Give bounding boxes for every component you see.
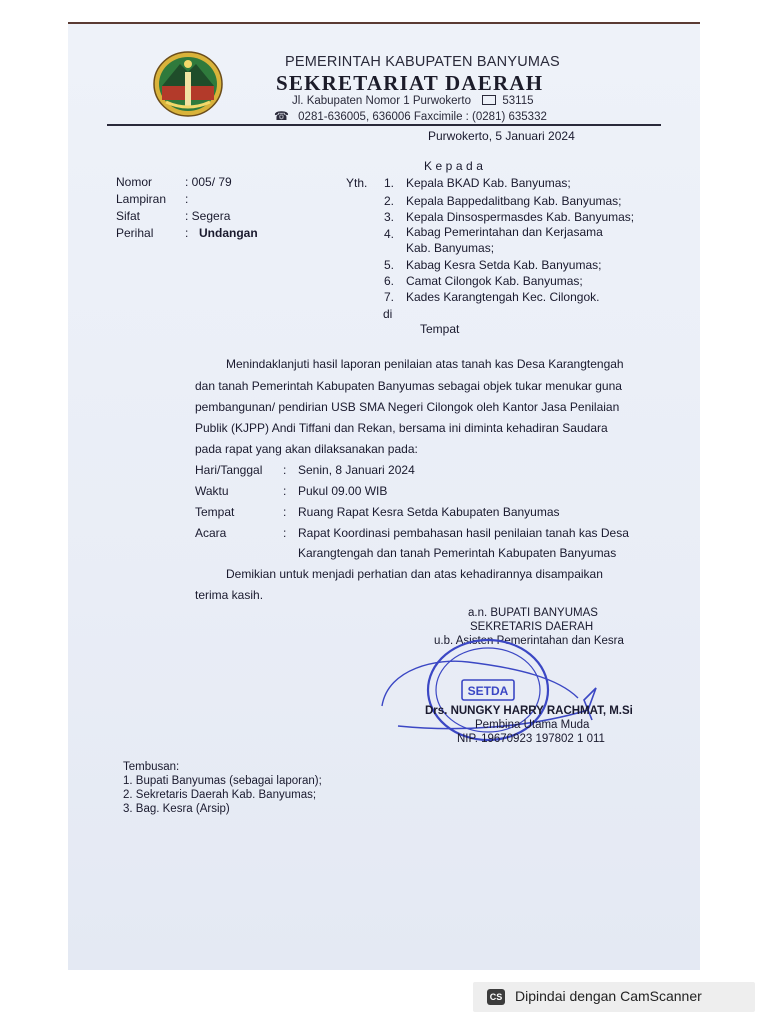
- kepada-heading: Kepada: [424, 159, 487, 173]
- schedule-label: Waktu: [195, 484, 229, 498]
- letter-date: Purwokerto, 5 Januari 2024: [428, 129, 575, 143]
- recipient-text: Kab. Banyumas;: [406, 241, 495, 255]
- recipient-number: 4.: [383, 227, 394, 241]
- closing-line: terima kasih.: [195, 588, 264, 602]
- body-line: Menindaklanjuti hasil laporan penilaian atas tanah kas Desa Karangtengah: [226, 357, 624, 371]
- recipient-text: Kades Karangtengah Kec. Cilongok.: [406, 290, 600, 304]
- stamp-text: SETDA: [467, 684, 509, 698]
- schedule-value: Senin, 8 Januari 2024: [298, 463, 415, 477]
- recipient-number: 6.: [383, 274, 394, 288]
- perihal-value: Undangan: [199, 226, 258, 240]
- body-line: Publik (KJPP) Andi Tiffani dan Rekan, bersama ini diminta kehadiran Saudara: [195, 421, 608, 435]
- perihal-separator: :: [185, 226, 189, 240]
- signatory-name: Drs. NUNGKY HARRY RACHMAT, M.Si: [425, 705, 633, 717]
- schedule-value: Ruang Rapat Kesra Setda Kabupaten Banyumas: [298, 505, 560, 519]
- sifat-label: Sifat: [116, 209, 141, 223]
- signature-line: u.b. Asisten Pemerintahan dan Kesra: [434, 635, 624, 647]
- schedule-label: Acara: [195, 526, 227, 540]
- signatory-rank: Pembina Utama Muda: [475, 719, 590, 731]
- phone-fax-text: 0281-636005, 636006 Faxcimile : (0281) 635332: [298, 111, 547, 123]
- schedule-value: Karangtengah dan tanah Pemerintah Kabupaten Banyumas: [298, 546, 617, 560]
- perihal-label: Perihal: [116, 226, 154, 240]
- schedule-colon: :: [283, 484, 287, 498]
- schedule-label: Tempat: [195, 505, 235, 519]
- di-label: di: [383, 307, 393, 321]
- camscanner-text: Dipindai dengan CamScanner: [515, 988, 702, 1004]
- lampiran-label: Lampiran: [116, 192, 167, 206]
- lampiran-value: :: [185, 192, 189, 206]
- schedule-colon: :: [283, 526, 287, 540]
- body-line: pada rapat yang akan dilaksanakan pada:: [195, 442, 418, 456]
- recipient-number: 1.: [383, 176, 394, 190]
- recipient-text: Kepala Bappedalitbang Kab. Banyumas;: [406, 194, 622, 208]
- address-line: [292, 95, 534, 107]
- recipient-number: 7.: [383, 290, 394, 304]
- recipient-number: 5.: [383, 258, 394, 272]
- tembusan-title: Tembusan:: [123, 761, 180, 773]
- schedule-colon: :: [283, 463, 287, 477]
- camscanner-watermark: [473, 982, 755, 1012]
- tembusan-item: 3. Bag. Kesra (Arsip): [123, 803, 230, 815]
- body-line: pembangunan/ pendirian USB SMA Negeri Cilongok oleh Kantor Jasa Penilaian: [195, 400, 620, 414]
- tembusan-item: 2. Sekretaris Daerah Kab. Banyumas;: [123, 789, 317, 801]
- body-line: dan tanah Pemerintah Kabupaten Banyumas sebagai objek tukar menukar guna: [195, 379, 622, 393]
- recipient-text: Kepala Dinsospermasdes Kab. Banyumas;: [406, 210, 635, 224]
- signatory-nip: NIP. 19670923 197802 1 011: [457, 733, 605, 745]
- nomor-value: : 005/ 79: [185, 175, 232, 189]
- closing-line: Demikian untuk menjadi perhatian dan atas kehadirannya disampaikan: [226, 567, 603, 581]
- office-title: SEKRETARIAT DAERAH: [276, 71, 544, 95]
- camscanner-icon: CS: [487, 989, 505, 1005]
- recipient-number: 2.: [383, 194, 394, 208]
- phone-icon: ☎: [274, 109, 289, 123]
- schedule-value: Pukul 09.00 WIB: [298, 484, 388, 498]
- recipient-number: 3.: [383, 210, 394, 224]
- banyumas-emblem-icon: [152, 50, 224, 118]
- nomor-label: Nomor: [116, 175, 153, 189]
- government-title: PEMERINTAH KABUPATEN BANYUMAS: [285, 54, 560, 70]
- address-text: Jl. Kabupaten Nomor 1 Purwokerto: [292, 95, 471, 107]
- sifat-value: : Segera: [185, 209, 231, 223]
- tembusan-item: 1. Bupati Banyumas (sebagai laporan);: [123, 775, 322, 787]
- recipient-text: Kabag Kesra Setda Kab. Banyumas;: [406, 258, 602, 272]
- letterhead-rule: [107, 124, 661, 126]
- schedule-value: Rapat Koordinasi pembahasan hasil penilaian tanah kas Desa: [298, 526, 629, 540]
- schedule-label: Hari/Tanggal: [195, 463, 263, 477]
- recipient-text: Kepala BKAD Kab. Banyumas;: [406, 176, 571, 190]
- tempat-label: Tempat: [420, 322, 460, 336]
- recipient-text: Kabag Pemerintahan dan Kerjasama: [406, 225, 603, 239]
- contact-line: [274, 109, 547, 123]
- signature-line: SEKRETARIS DAERAH: [470, 621, 594, 633]
- postal-code: 53115: [502, 95, 534, 107]
- schedule-colon: :: [283, 505, 287, 519]
- recipient-text: Camat Cilongok Kab. Banyumas;: [406, 274, 583, 288]
- yth-label: Yth.: [346, 176, 368, 190]
- signature-line: a.n. BUPATI BANYUMAS: [468, 607, 598, 619]
- envelope-icon: [482, 95, 496, 105]
